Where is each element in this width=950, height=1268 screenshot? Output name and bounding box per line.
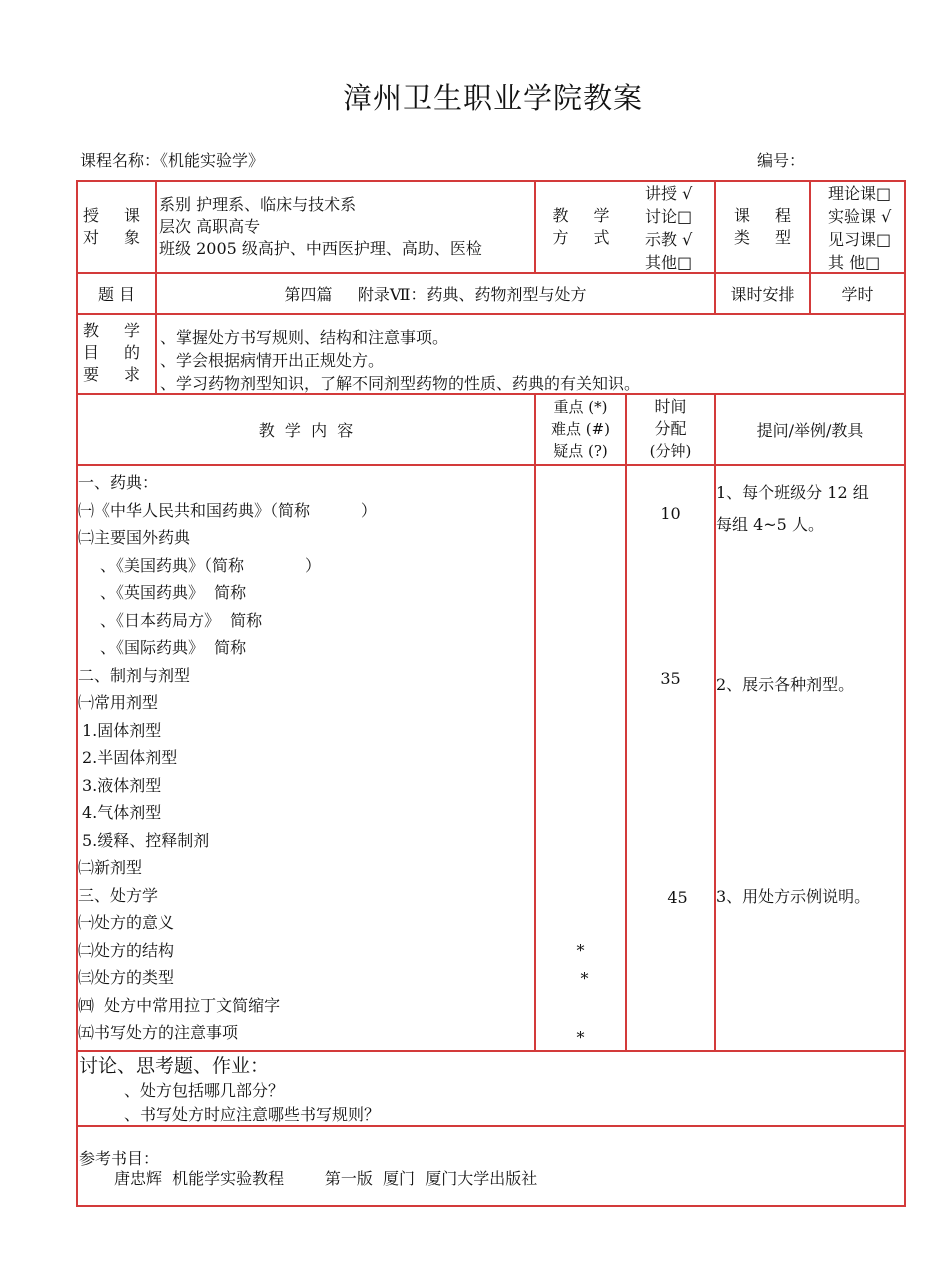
teaching-aid-note: 3、用处方示例说明。 bbox=[716, 887, 871, 906]
time-value: 45 bbox=[667, 888, 688, 907]
content-line: 、《英国药典》 简称 bbox=[100, 583, 247, 602]
key-point-mark: * bbox=[576, 941, 585, 960]
class-list: 班级 2005 级高护、中西医护理、高助、医检 bbox=[159, 239, 482, 258]
content-line: 、《国际药典》 简称 bbox=[100, 638, 247, 657]
topic-value: 第四篇 附录Ⅶ：药典、药物剂型与处方 bbox=[284, 285, 587, 304]
content-line: 二、制剂与剂型 bbox=[78, 665, 191, 685]
content-line: ㈤书写处方的注意事项 bbox=[78, 1023, 239, 1042]
row-divider bbox=[76, 464, 906, 466]
content-line: 2.半固体剂型 bbox=[82, 748, 178, 767]
content-line: ㈡主要国外药典 bbox=[78, 528, 191, 547]
teaching-method-options: 讲授 √ 讨论□ 示教 √ 其他□ bbox=[645, 184, 693, 272]
key-points-header: 重点 (*) 难点 (#) 疑点 (?) bbox=[550, 398, 611, 460]
content-line: ㈡新剂型 bbox=[78, 858, 143, 877]
row-divider bbox=[76, 1050, 906, 1052]
content-line: ㈢处方的类型 bbox=[78, 968, 175, 987]
teaching-content bbox=[78, 469, 533, 1047]
content-line: 4.气体剂型 bbox=[82, 803, 162, 822]
content-line: 、《日本药局方》 简称 bbox=[100, 610, 263, 630]
key-point-mark: * bbox=[576, 1028, 585, 1047]
col-divider bbox=[625, 393, 627, 1051]
col-divider bbox=[534, 180, 536, 273]
objective-item: 、学习药物剂型知识，了解不同剂型药物的性质、药典的有关知识。 bbox=[160, 374, 641, 393]
course-name: 课程名称：《机能实验学》 bbox=[80, 151, 265, 170]
content-line: 5.缓释、控释制剂 bbox=[82, 830, 210, 850]
topic-label: 题 目 bbox=[97, 285, 136, 304]
row-divider bbox=[76, 272, 906, 274]
audience-details bbox=[159, 194, 531, 260]
objective-item: 、学会根据病情开出正规处方。 bbox=[160, 351, 385, 370]
course-type-header: 课 程 类 型 bbox=[733, 206, 802, 247]
content-line: ㈡处方的结构 bbox=[78, 940, 175, 960]
time-allocation-header: 时间 分配 (分钟) bbox=[649, 397, 692, 460]
content-line: 一、药典： bbox=[78, 473, 159, 492]
row-divider bbox=[76, 313, 906, 315]
teaching-method-header: 教 学 方 式 bbox=[552, 206, 620, 247]
schedule-label: 课时安排 bbox=[730, 285, 795, 304]
time-value: 10 bbox=[660, 504, 681, 523]
content-line: ㈠常用剂型 bbox=[78, 693, 159, 712]
reference-entry: 唐忠辉 机能学实验教程 第一版 厦门 厦门大学出版社 bbox=[114, 1169, 538, 1188]
time-value: 35 bbox=[660, 669, 681, 688]
content-column-header: 教 学 内 容 bbox=[258, 421, 354, 440]
content-line: 1.固体剂型 bbox=[82, 720, 162, 740]
content-line: 3.液体剂型 bbox=[82, 775, 162, 795]
hours-label: 学时 bbox=[841, 285, 874, 304]
teaching-aid-note: 2、展示各种剂型。 bbox=[716, 675, 855, 694]
objectives-header: 教 学 目 的 要 求 bbox=[82, 321, 151, 384]
level: 层次 高职高专 bbox=[159, 217, 261, 236]
objectives-list bbox=[160, 326, 900, 395]
discussion-items bbox=[124, 1079, 884, 1127]
teaching-aid-note: 1、每个班级分 12 组 每组 4~5 人。 bbox=[716, 483, 869, 534]
document-title: 漳州卫生职业学院教案 bbox=[342, 81, 643, 115]
content-line: ㈣ 处方中常用拉丁文简缩字 bbox=[78, 995, 281, 1015]
department: 系别 护理系、临床与技术系 bbox=[159, 195, 357, 214]
references-heading: 参考书目： bbox=[79, 1149, 160, 1168]
course-type-options: 理论课□ 实验课 √ 见习课□ 其 他□ bbox=[828, 184, 892, 272]
tools-column-header: 提问/举例/教具 bbox=[756, 421, 864, 440]
content-line: 三、处方学 bbox=[78, 885, 159, 905]
audience-header: 授 课 对 象 bbox=[82, 206, 151, 247]
content-line: 、《美国药典》（简称 ） bbox=[100, 555, 322, 575]
serial-number-label: 编号： bbox=[757, 151, 806, 170]
discussion-item: 、书写处方时应注意哪些书写规则？ bbox=[124, 1105, 381, 1124]
content-line: ㈠《中华人民共和国药典》（简称 ） bbox=[78, 500, 377, 520]
objective-item: 、掌握处方书写规则、结构和注意事项。 bbox=[160, 328, 449, 347]
content-line: ㈠处方的意义 bbox=[78, 913, 175, 932]
key-point-mark: * bbox=[580, 969, 589, 988]
discussion-item: 、处方包括哪几部分？ bbox=[124, 1081, 285, 1100]
discussion-heading: 讨论、思考题、作业： bbox=[79, 1055, 270, 1077]
